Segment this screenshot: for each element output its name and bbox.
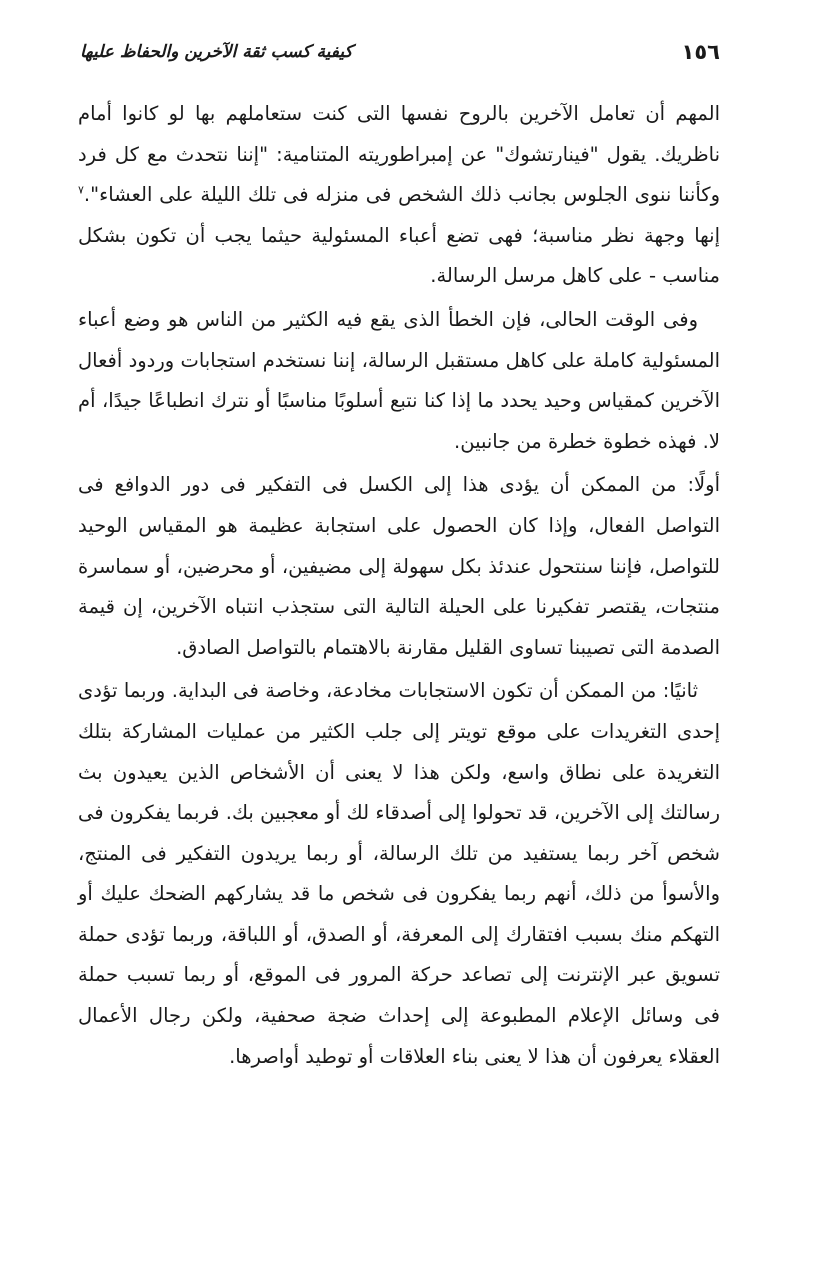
running-title: كيفية كسب ثقة الآخرين والحفاظ عليها [80, 42, 353, 62]
paragraph-1 [78, 94, 720, 297]
paragraph-4: ثانيًا: من الممكن أن تكون الاستجابات مخادعة، وخاصة فى البداية. وربما تؤدى إحدى التغريدات على موقع تويتر إلى جلب الكثير من عمليات المشاركة بتلك التغريدة على نطاق واسع، ولكن هذا لا يعنى أن الأشخاص الذين يعيدون بث رسالتك إلى الآخرين، قد تحولوا إلى أصدقاء لك أو معجبين بك. فربما يفكرون فى شخص آخر ربما يستفيد من تلك الرسالة، أو ربما يريدون التفكير فى المنتج، والأسوأ من ذلك، أنهم ربما يفكرون فى شخص ما قد يشاركهم الضحك عليك أو التهكم منك بسبب افتقارك إلى المعرفة، أو الصدق، أو اللباقة، وربما تؤدى حملة تسويق عبر الإنترنت إلى تصاعد حركة المرور فى الموقع، أو ربما تسبب حملة فى وسائل الإعلام المطبوعة إلى إحداث ضجة صحفية، ولكن رجال الأعمال العقلاء يعرفون أن هذا لا يعنى بناء العلاقات أو توطيد أواصرها. [78, 679, 720, 1068]
paragraph-2: وفى الوقت الحالى، فإن الخطأ الذى يقع فيه الكثير من الناس هو وضع أعباء المسئولية كاملة على كاهل مستقبل الرسالة، إننا نستخدم استجابات وردود أفعال الآخرين كمقياس وحيد يحدد ما إذا كنا نتبع أسلوبًا مناسبًا أو نترك انطباعًا جيدًا، أم لا. فهذه خطوة خطرة من جانبين. [78, 307, 720, 453]
paragraph-1-text-after-note: إنها وجهة نظر مناسبة؛ فهى تضع أعباء المسئولية حيثما يجب أن تكون بشكل مناسب - على كاهل مرسل الرسالة. [78, 223, 720, 288]
paragraph-3: أولًا: من الممكن أن يؤدى هذا إلى الكسل فى التفكير فى دور الدوافع فى التواصل الفعال، وإذا كان الحصول على استجابة عظيمة هو المقياس الوحيد للتواصل، فإننا سنتحول عندئذ بكل سهولة إلى مضيفين، أو محرضين، أو سماسرة منتجات، يقتصر تفكيرنا على الحيلة التالية التى ستجذب انتباه الآخرين، إن قيمة الصدمة التى تصيبنا تساوى القليل مقارنة بالاهتمام بالتواصل الصادق. [78, 473, 720, 659]
footnote-reference: ٧ [78, 183, 84, 197]
running-header [80, 34, 720, 70]
page-number: ١٥٦ [681, 40, 720, 64]
paragraph-1-text-before-note: المهم أن تعامل الآخرين بالروح نفسها التى كنت ستعاملهم بها لو كانوا أمام ناظريك. يقول "فينارتشوك" عن إمبراطوريته المتنامية: "إننا نتحدث مع كل فرد وكأننا ننوى الجلوس بجانب ذلك الشخص فى منزله فى تلك الليلة على العشاء". [78, 102, 720, 207]
body-text [78, 94, 720, 1080]
